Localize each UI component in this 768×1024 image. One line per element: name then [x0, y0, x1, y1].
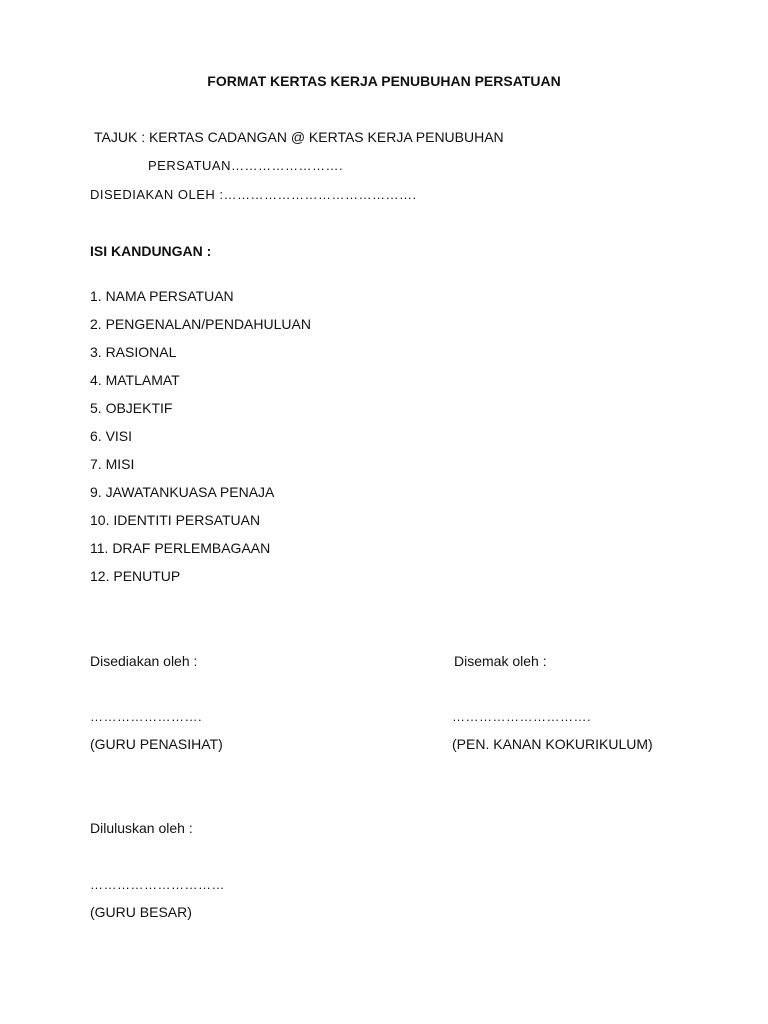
- contents-item: 2. PENGENALAN/PENDAHULUAN: [90, 316, 311, 332]
- prepared-by-label: Disediakan oleh :: [90, 653, 198, 669]
- contents-heading: ISI KANDUNGAN :: [90, 243, 212, 259]
- approved-role: (GURU BESAR): [90, 904, 192, 920]
- checked-by-label: Disemak oleh :: [454, 653, 547, 669]
- contents-item: 7. MISI: [90, 456, 135, 472]
- approved-by-label: Diluluskan oleh :: [90, 820, 193, 836]
- contents-item: 6. VISI: [90, 428, 133, 444]
- disediakan-oleh-line: DISEDIAKAN OLEH :…………………………………….: [90, 187, 417, 202]
- contents-item: 4. MATLAMAT: [90, 372, 180, 388]
- approved-signature-line: …………………………: [90, 877, 225, 892]
- tajuk-continuation: PERSATUAN…………………….: [148, 158, 344, 173]
- contents-item: 9. JAWATANKUASA PENAJA: [90, 484, 275, 500]
- prepared-signature-line: …………………….: [90, 709, 203, 724]
- checked-signature-line: ………………………….: [452, 709, 592, 724]
- checked-role: (PEN. KANAN KOKURIKULUM): [452, 736, 653, 752]
- contents-item: 5. OBJEKTIF: [90, 400, 173, 416]
- prepared-role: (GURU PENASIHAT): [90, 736, 223, 752]
- contents-item: 3. RASIONAL: [90, 344, 177, 360]
- contents-item: 12. PENUTUP: [90, 568, 181, 584]
- contents-item: 11. DRAF PERLEMBAGAAN: [90, 540, 271, 556]
- tajuk-line: TAJUK : KERTAS CADANGAN @ KERTAS KERJA PENUBUHAN: [94, 129, 504, 145]
- document-title: FORMAT KERTAS KERJA PENUBUHAN PERSATUAN: [207, 73, 561, 89]
- contents-item: 1. NAMA PERSATUAN: [90, 288, 234, 304]
- contents-item: 10. IDENTITI PERSATUAN: [90, 512, 261, 528]
